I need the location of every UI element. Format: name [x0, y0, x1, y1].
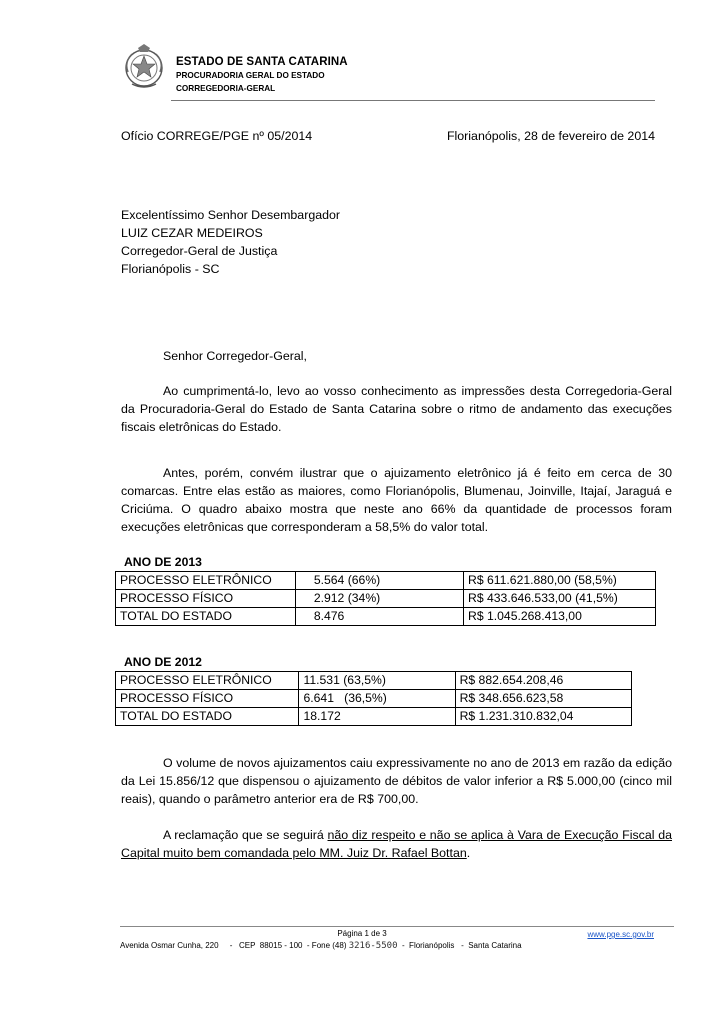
table-2012-label: ANO DE 2012 — [124, 655, 202, 669]
table-cell-name: TOTAL DO ESTADO — [116, 708, 299, 726]
table-cell-count: 11.531 (63,5%) — [299, 672, 455, 690]
greeting: Senhor Corregedor-Geral, — [163, 349, 307, 363]
table-row — [116, 572, 656, 590]
paragraph-3-text: O volume de novos ajuizamentos caiu expressivamente no ano de 2013 em razão da edição da Lei 15.856/12 que dispensou o ajuizamento de débitos de valor inferior a R$ 5.000,00 (cinco mil reais), quando o parâmetro anterior era de R$ 700,00. — [121, 756, 672, 806]
footer-address-prefix: Avenida Osmar Cunha, 220 - CEP 88015 - 100 - Fone (48) — [120, 941, 349, 950]
recipient-city: Florianópolis - SC — [121, 262, 220, 276]
recipient-name: LUIZ CEZAR MEDEIROS — [121, 226, 263, 240]
table-row — [116, 708, 632, 726]
header-subtitle-pge: PROCURADORIA GERAL DO ESTADO — [176, 71, 325, 80]
paragraph-4-underlined: não diz respeito e não se aplica à Vara de Execução Fiscal da Capital muito bem comandada pelo MM. Juiz Dr. Rafael Bottan — [121, 828, 672, 860]
table-cell-name: PROCESSO FÍSICO — [116, 590, 296, 608]
header-subtitle-corregedoria: CORREGEDORIA-GERAL — [176, 84, 276, 93]
table-row — [116, 672, 632, 690]
table-row — [116, 690, 632, 708]
table-cell-value: R$ 882.654.208,46 — [455, 672, 631, 690]
table-row — [116, 608, 656, 626]
recipient-block — [121, 206, 340, 278]
table-cell-count: 18.172 — [299, 708, 455, 726]
letter-reference: Ofício CORREGE/PGE nº 05/2014 — [121, 129, 313, 143]
table-cell-count: 8.476 — [295, 608, 463, 626]
table-cell-name: PROCESSO FÍSICO — [116, 690, 299, 708]
table-2013 — [115, 571, 656, 626]
state-coat-of-arms-icon — [120, 42, 168, 90]
footer-website-link[interactable]: www.pge.sc.gov.br — [587, 930, 654, 939]
table-cell-value: R$ 1.231.310.832,04 — [455, 708, 631, 726]
table-2013-label: ANO DE 2013 — [124, 555, 202, 569]
table-cell-name: PROCESSO ELETRÔNICO — [116, 672, 299, 690]
table-row — [116, 590, 656, 608]
footer-divider — [120, 926, 674, 927]
table-cell-value: R$ 433.646.533,00 (41,5%) — [464, 590, 656, 608]
paragraph-4-suffix: . — [466, 846, 471, 860]
paragraph-4-prefix: A reclamação que se seguirá — [163, 828, 328, 842]
recipient-title: Excelentíssimo Senhor Desembargador — [121, 208, 341, 222]
paragraph-2-text: Antes, porém, convém ilustrar que o ajuizamento eletrônico já é feito em cerca de 30 comarcas. Entre elas estão as maiores, como Florianópolis, Blumenau, Joinville, Itajaí, Jaraguá e Criciúma. O quadro abaixo mostra que neste ano 66% da quantidade de processos foram execuções eletrônicas que corresponderam a 58,5% do valor total. — [121, 466, 672, 534]
recipient-position: Corregedor-Geral de Justiça — [121, 244, 278, 258]
table-cell-count: 6.641 (36,5%) — [299, 690, 455, 708]
paragraph-2 — [121, 464, 672, 536]
table-cell-count: 2.912 (34%) — [295, 590, 463, 608]
header-divider — [171, 100, 655, 101]
table-cell-value: R$ 611.621.880,00 (58,5%) — [464, 572, 656, 590]
table-cell-value: R$ 348.656.623,58 — [455, 690, 631, 708]
paragraph-4 — [121, 826, 672, 862]
paragraph-4-text — [121, 826, 672, 862]
letter-date: Florianópolis, 28 de fevereiro de 2014 — [446, 129, 655, 143]
paragraph-1 — [121, 382, 672, 436]
header-title: ESTADO DE SANTA CATARINA — [176, 56, 348, 68]
footer-page-number: Página 1 de 3 — [337, 929, 387, 938]
footer-address — [120, 941, 522, 951]
footer-phone: 3216-5500 — [348, 941, 398, 951]
table-cell-name: PROCESSO ELETRÔNICO — [116, 572, 296, 590]
paragraph-3 — [121, 754, 672, 808]
table-2012 — [115, 671, 632, 726]
footer-address-suffix: - Florianópolis - Santa Catarina — [397, 941, 522, 950]
table-cell-count: 5.564 (66%) — [295, 572, 463, 590]
table-cell-name: TOTAL DO ESTADO — [116, 608, 296, 626]
table-cell-value: R$ 1.045.268.413,00 — [464, 608, 656, 626]
paragraph-1-text: Ao cumprimentá-lo, levo ao vosso conhecimento as impressões desta Corregedoria-Geral da Procuradoria-Geral do Estado de Santa Catarina sobre o ritmo de andamento das execuções fiscais eletrônicas do Estado. — [121, 384, 672, 434]
